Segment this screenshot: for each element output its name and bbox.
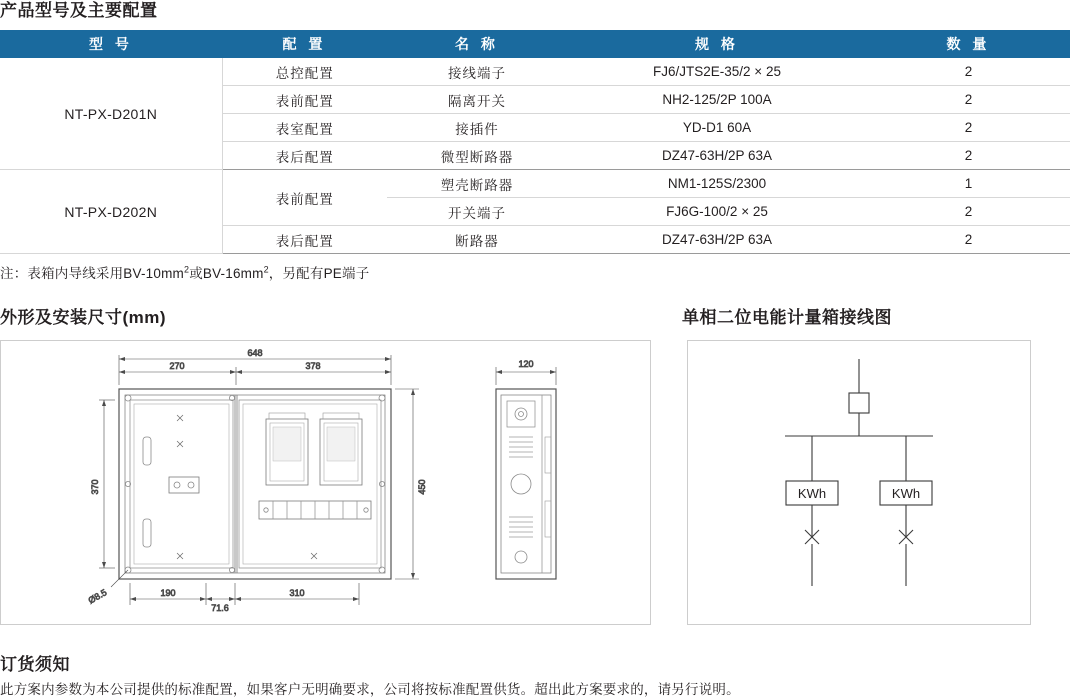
dim-label-hole: Ø8.5	[86, 587, 109, 606]
cell-name: 接线端子	[387, 58, 567, 86]
cell-spec: NM1-125S/2300	[567, 170, 867, 198]
note-suffix: ，另配有PE端子	[268, 266, 370, 281]
meter-label-left: KWh	[797, 486, 827, 501]
dimension-section-title: 外形及安装尺寸(mm)	[0, 308, 167, 327]
cell-name: 塑壳断路器	[387, 170, 567, 198]
table-row	[0, 58, 1070, 86]
dimension-drawing-box	[0, 340, 651, 625]
cell-name: 断路器	[387, 226, 567, 254]
column-header-spec: 规 格	[567, 30, 867, 58]
cell-name: 隔离开关	[387, 86, 567, 114]
wiring-diagram-box	[687, 340, 1031, 625]
cell-spec: FJ6/JTS2E-35/2 × 25	[567, 58, 867, 86]
cell-qty: 2	[867, 114, 1070, 142]
cell-spec: DZ47-63H/2P 63A	[567, 142, 867, 170]
dim-label-right-width: 378	[305, 361, 321, 371]
note-prefix: 注：表箱内导线采用BV-10mm	[0, 266, 184, 281]
cell-qty: 2	[867, 198, 1070, 226]
dim-label-bottom-716: 71.6	[211, 603, 229, 613]
cell-model: NT-PX-D201N	[0, 58, 222, 170]
cell-config: 表后配置	[222, 226, 387, 254]
column-header-qty: 数 量	[867, 30, 1070, 58]
wiring-section-title: 单相二位电能计量箱接线图	[682, 308, 892, 327]
cell-spec: DZ47-63H/2P 63A	[567, 226, 867, 254]
column-header-config: 配 置	[222, 30, 387, 58]
spec-table	[0, 30, 1070, 254]
column-header-name: 名 称	[387, 30, 567, 58]
cell-qty: 2	[867, 58, 1070, 86]
dim-label-height-370: 370	[90, 479, 100, 495]
table-row	[0, 170, 1070, 198]
dimension-drawing	[1, 341, 650, 624]
note-sup-2: 2	[263, 264, 269, 275]
cell-config: 表室配置	[222, 114, 387, 142]
dim-label-left-width: 270	[169, 361, 185, 371]
cell-model: NT-PX-D202N	[0, 170, 222, 254]
cell-config: 总控配置	[222, 58, 387, 86]
cell-spec: FJ6G-100/2 × 25	[567, 198, 867, 226]
cell-name: 微型断路器	[387, 142, 567, 170]
cell-name: 开关端子	[387, 198, 567, 226]
order-notice-text: 此方案内参数为本公司提供的标准配置，如果客户无明确要求，公司将按标准配置供货。超出此方案要求的，请另行说明。	[0, 682, 740, 697]
order-section-title: 订货须知	[0, 655, 70, 674]
note-middle: 或BV-16mm	[189, 266, 264, 281]
cell-name: 接插件	[387, 114, 567, 142]
meter-label-right: KWh	[891, 486, 921, 501]
table-header-row	[0, 30, 1070, 58]
cell-spec: YD-D1 60A	[567, 114, 867, 142]
dim-label-height-450: 450	[417, 479, 427, 495]
cell-qty: 2	[867, 226, 1070, 254]
cell-config: 表前配置	[222, 86, 387, 114]
cell-qty: 1	[867, 170, 1070, 198]
spec-note	[0, 262, 369, 282]
cell-qty: 2	[867, 86, 1070, 114]
dim-label-depth: 120	[518, 359, 534, 369]
column-header-model: 型 号	[0, 30, 222, 58]
dim-label-overall-width: 648	[247, 348, 263, 358]
wiring-diagram	[688, 341, 1030, 624]
dim-label-bottom-190: 190	[160, 588, 176, 598]
cell-config: 表后配置	[222, 142, 387, 170]
spec-section-title: 产品型号及主要配置	[0, 1, 158, 20]
cell-spec: NH2-125/2P 100A	[567, 86, 867, 114]
cell-config: 表前配置	[222, 170, 387, 226]
note-sup-1: 2	[183, 264, 190, 275]
cell-qty: 2	[867, 142, 1070, 170]
dim-label-bottom-310: 310	[289, 588, 305, 598]
